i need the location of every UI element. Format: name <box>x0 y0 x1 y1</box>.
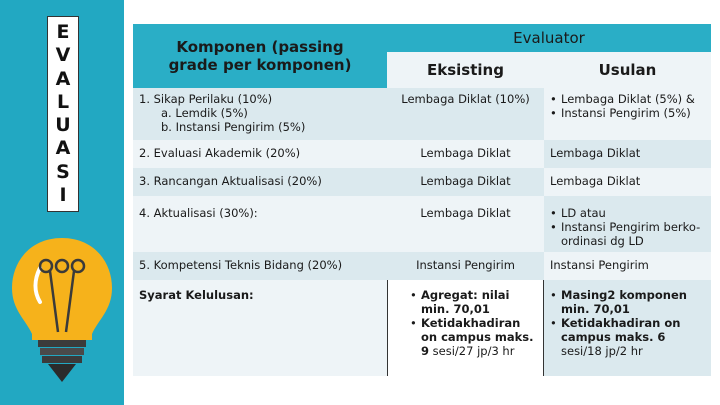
table-row-6-component <box>133 280 387 376</box>
proposed-bullet: • Instansi Pengirim berko-ordinasi dg LD <box>548 220 707 248</box>
table-row-3-existing <box>387 168 544 196</box>
title-letter: A <box>55 137 71 160</box>
table-row-1-component <box>133 88 387 140</box>
proposed-value: Lembaga Diklat <box>550 146 641 160</box>
title-letter: L <box>56 90 70 113</box>
component-label: 5. Kompetensi Teknis Bidang (20%) <box>139 258 343 272</box>
table-row-4-existing <box>387 196 544 252</box>
table-row-6-proposed <box>544 280 711 376</box>
proposed-requirement: • Ketidakhadiran on campus maks. 6 sesi/18 jp/2 hr <box>548 316 705 358</box>
lightbulb-icon <box>0 228 124 388</box>
title-letter: E <box>56 21 70 44</box>
proposed-requirement: • Masing2 komponen min. 70,01 <box>548 288 705 316</box>
proposed-header <box>544 52 711 88</box>
existing-header <box>387 52 544 88</box>
evaluasi-vertical-title <box>47 16 79 212</box>
existing-value: Lembaga Diklat (10%) <box>401 92 530 106</box>
table-row-5-component <box>133 252 387 280</box>
table-row-2-component <box>133 140 387 168</box>
evaluator-header <box>387 24 711 52</box>
existing-header-label: Eksisting <box>427 61 504 79</box>
table-row-5-proposed <box>544 252 711 280</box>
proposed-bullet: • Lembaga Diklat (5%) & <box>548 92 707 106</box>
existing-requirement: • Ketidakhadiran on campus maks. 9 sesi/27 jp/3 hr <box>408 316 535 358</box>
component-sub-item: a. Lemdik (5%) <box>161 106 248 120</box>
title-letter: U <box>55 114 71 137</box>
proposed-header-label: Usulan <box>598 61 657 79</box>
left-sidebar <box>0 0 124 405</box>
table-row-4-proposed <box>544 196 711 252</box>
existing-value: Instansi Pengirim <box>416 258 515 272</box>
existing-value: Lembaga Diklat <box>420 206 511 220</box>
table-row-3-component <box>133 168 387 196</box>
component-sub-item: b. Instansi Pengirim (5%) <box>161 120 306 134</box>
existing-value: Lembaga Diklat <box>420 146 511 160</box>
component-label: 1. Sikap Perilaku (10%) <box>139 92 273 106</box>
existing-requirement: • Agregat: nilai min. 70,01 <box>408 288 535 316</box>
title-letter: S <box>56 160 70 183</box>
component-label: Syarat Kelulusan: <box>139 288 254 302</box>
title-letter: V <box>55 44 71 67</box>
table-row-1-existing <box>387 88 544 140</box>
table-row-6-existing <box>387 280 544 376</box>
proposed-value: Instansi Pengirim <box>550 258 649 272</box>
table-row-2-proposed <box>544 140 711 168</box>
proposed-bullet: • Instansi Pengirim (5%) <box>548 106 707 120</box>
component-label: 2. Evaluasi Akademik (20%) <box>139 146 301 160</box>
table-row-3-proposed <box>544 168 711 196</box>
evaluator-header-label: Evaluator <box>513 29 585 47</box>
title-letter: A <box>55 67 71 90</box>
component-header-title: Komponen (passing grade per komponen) <box>168 38 352 74</box>
proposed-bullet: • LD atau <box>548 206 707 220</box>
table-row-5-existing <box>387 252 544 280</box>
component-label: 3. Rancangan Aktualisasi (20%) <box>139 174 322 188</box>
proposed-value: Lembaga Diklat <box>550 174 641 188</box>
component-header <box>133 24 387 88</box>
table-row-4-component <box>133 196 387 252</box>
table-row-1-proposed <box>544 88 711 140</box>
existing-value: Lembaga Diklat <box>420 174 511 188</box>
table-row-2-existing <box>387 140 544 168</box>
component-label: 4. Aktualisasi (30%): <box>139 206 258 220</box>
title-letter: I <box>59 183 67 206</box>
